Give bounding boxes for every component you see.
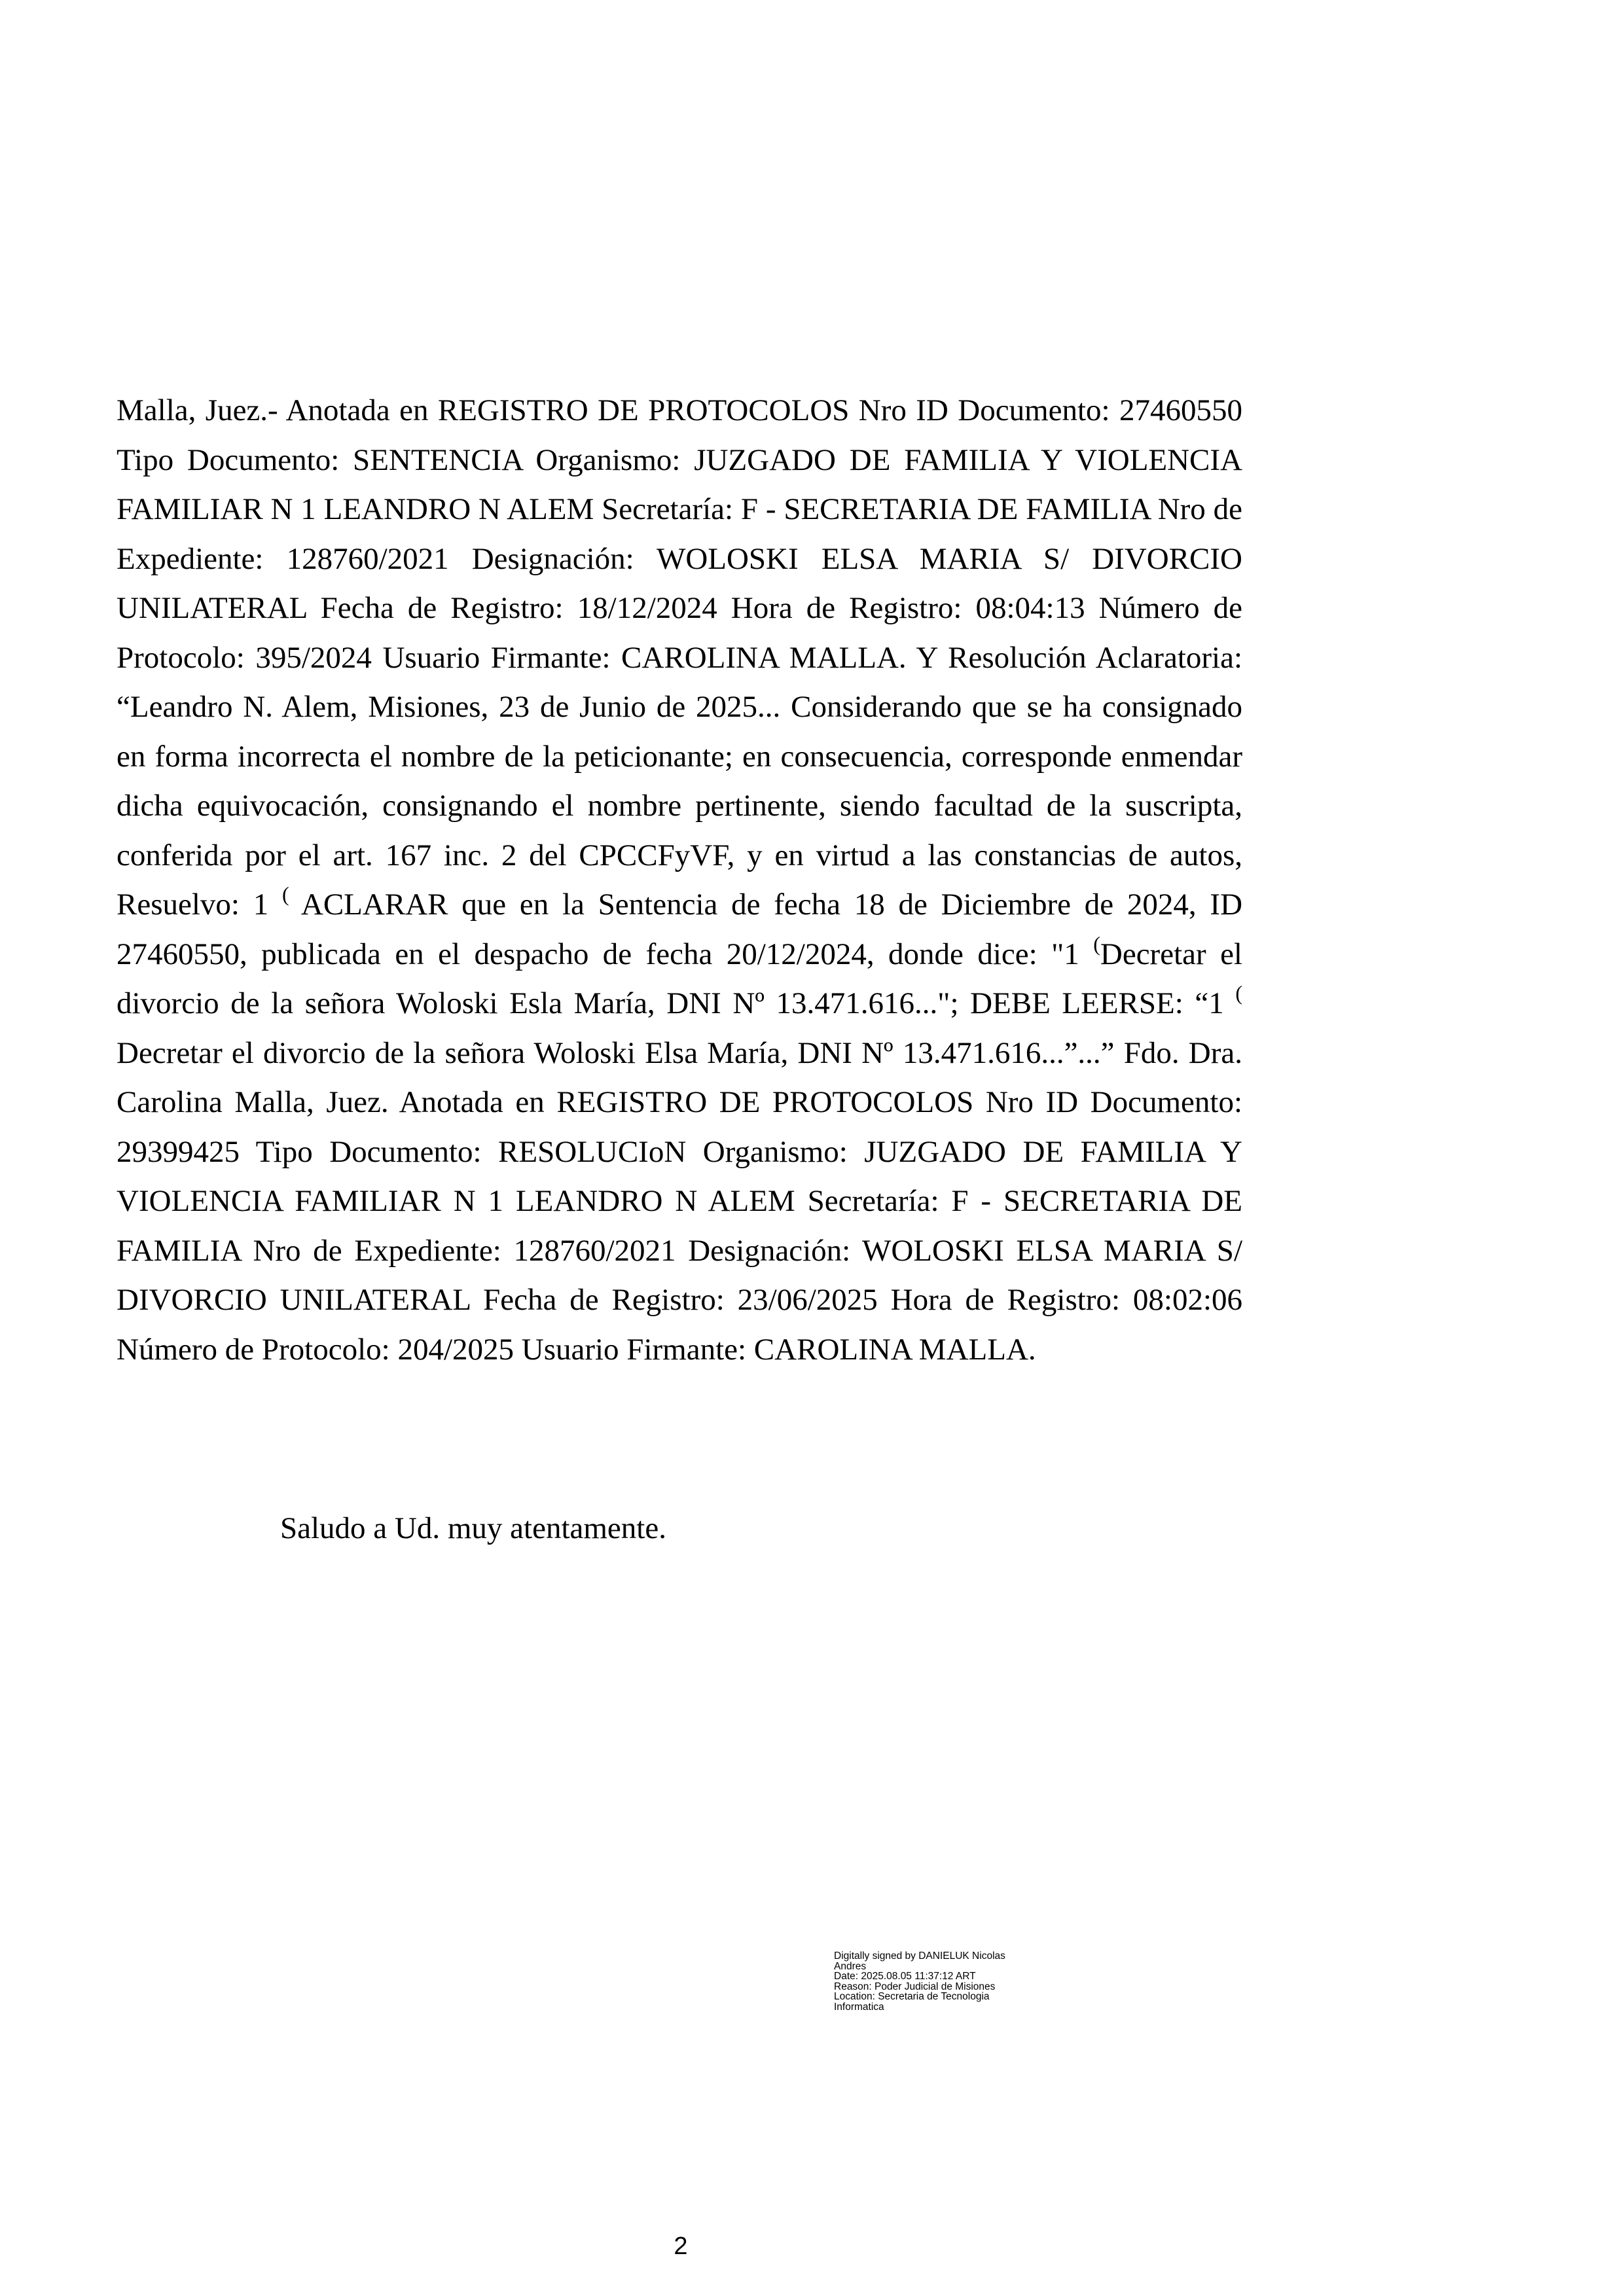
signature-line: Reason: Poder Judicial de Misiones: [834, 1981, 996, 1992]
body-text-part-1: Malla, Juez.- Anotada en REGISTRO DE PROTOCOLOS Nro ID Documento: 27460550 Tipo Documento: SENTENCIA Organismo: JUZGADO DE FAMILIA Y VIOLENCIA FAMILIAR N 1 LEANDRO N ALEM Secretaría: F - SECRETARIA DE FAMILIA Nro de Expediente: 128760/2021 Designación: WOLOSKI ELSA MARIA S/ DIVORCIO UNILATERAL Fecha de Registro: 18/12/2024 Hora de Registro: 08:04:13 Número de Protocolo: 395/2024 Usuario Firmante: CAROLINA MALLA. Y Resolución Aclaratoria: “Leandro N. Alem, Misiones, 23 de Junio de 2025... Considerando que se ha consignado en forma incorrecta el nombre de la peticionante; en consecuencia, corresponde enmendar dicha equivocación, consignando el nombre pertinente, siendo facultad de la suscripta, conferida por el art. 167 inc. 2 del CPCCFyVF, y en virtud a las constancias de autos, Resuelvo: 1: [117, 393, 1242, 922]
signature-line: Informatica: [834, 2001, 884, 2013]
body-text-part-3: Decretar el divorcio de la señora Woloski Esla María, DNI Nº 13.471.616..."; DEBE LEERSE: “1: [117, 937, 1242, 1020]
signature-line: Andres: [834, 1960, 867, 1972]
signature-line: Location: Secretaria de Tecnologia: [834, 1991, 990, 2002]
body-paragraph: [117, 386, 1242, 1374]
closing-salutation: Saludo a Ud. muy atentamente.: [280, 1511, 666, 1545]
signature-line: Date: 2025.08.05 11:37:12 ART: [834, 1971, 976, 1982]
digital-signature-block: [834, 1951, 1109, 2012]
paren-mark: (: [1235, 981, 1242, 1005]
body-text-part-2: ACLARAR que en la Sentencia de fecha 18 de Diciembre de 2024, ID 27460550, publicada en el despacho de fecha 20/12/2024, donde dice: "1: [117, 888, 1243, 971]
signature-line: Digitally signed by DANIELUK Nicolas: [834, 1950, 1005, 1962]
paren-mark: (: [282, 882, 289, 906]
page-number: 2: [674, 2233, 688, 2260]
body-text-part-4: Decretar el divorcio de la señora Woloski Elsa María, DNI Nº 13.471.616...”...” Fdo. Dra. Carolina Malla, Juez. Anotada en REGISTRO DE PROTOCOLOS Nro ID Documento: 29399425 Tipo Documento: RESOLUCIoN Organismo: JUZGADO DE FAMILIA Y VIOLENCIA FAMILIAR N 1 LEANDRO N ALEM Secretaría: F - SECRETARIA DE FAMILIA Nro de Expediente: 128760/2021 Designación: WOLOSKI ELSA MARIA S/ DIVORCIO UNILATERAL Fecha de Registro: 23/06/2025 Hora de Registro: 08:02:06 Número de Protocolo: 204/2025 Usuario Firmante: CAROLINA MALLA.: [117, 1035, 1242, 1367]
paren-mark: (: [1093, 931, 1100, 956]
